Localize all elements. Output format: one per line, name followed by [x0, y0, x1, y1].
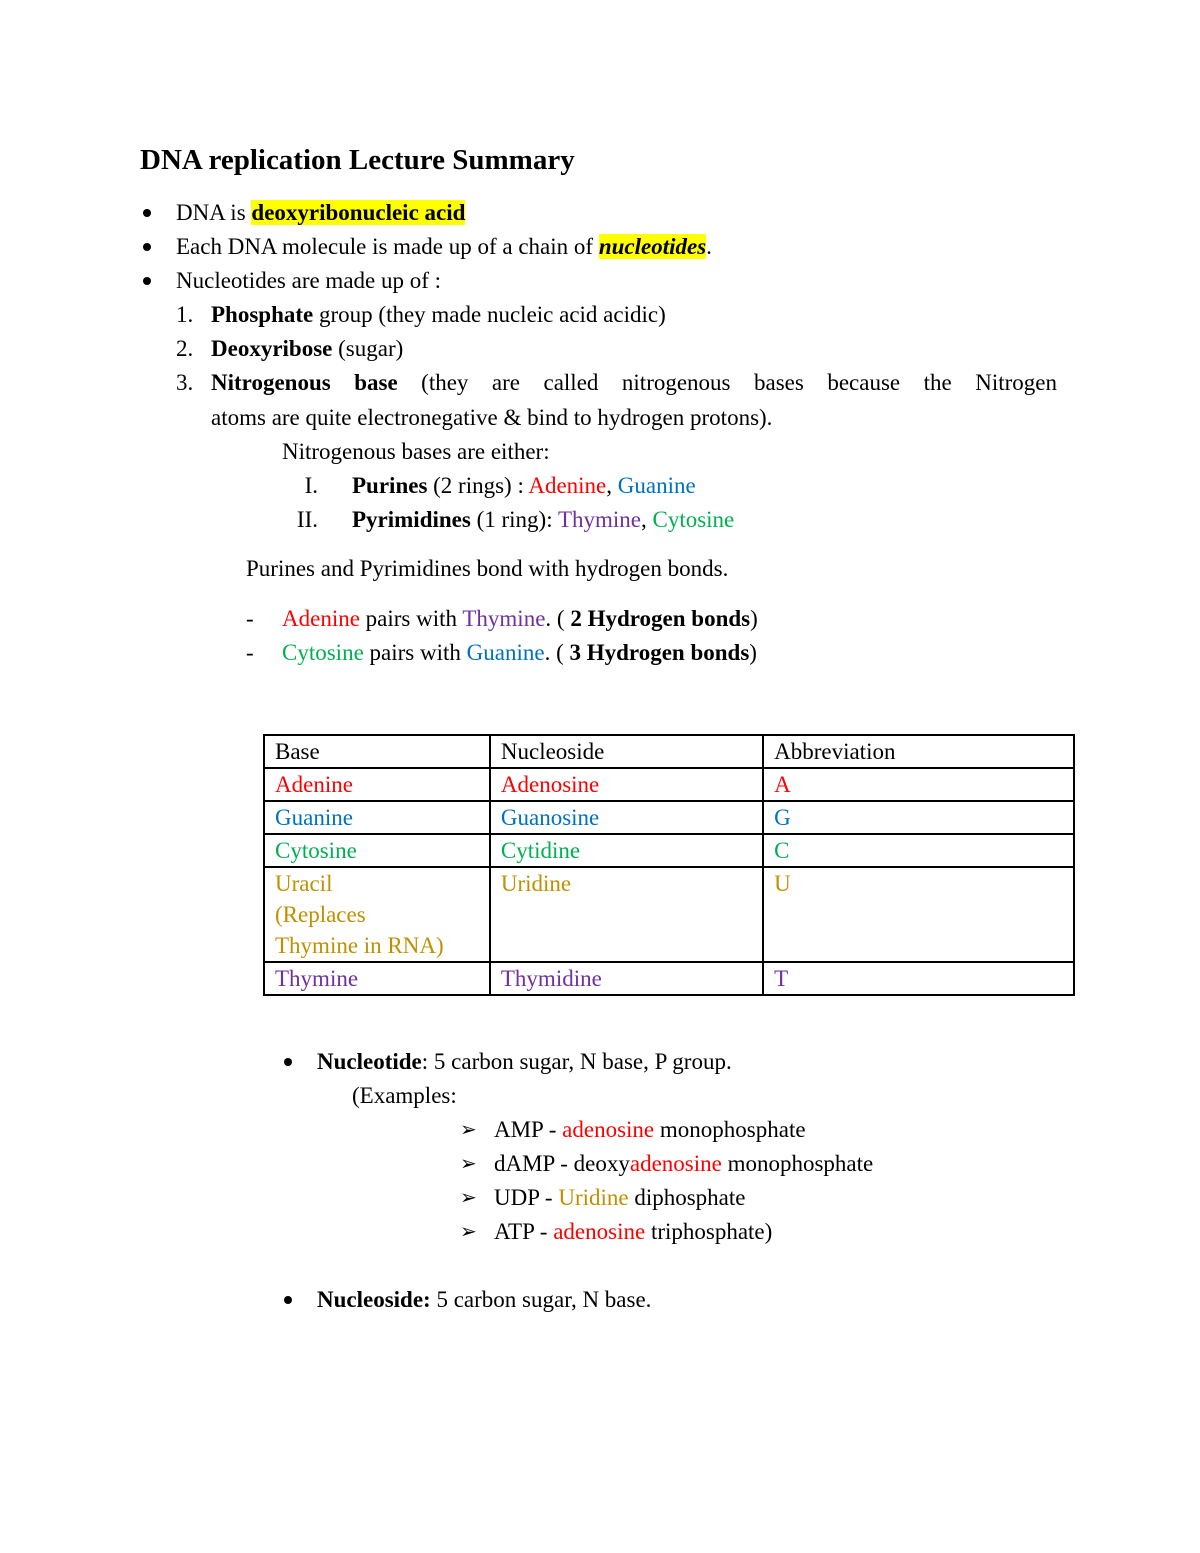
bullet-icon: [284, 1058, 292, 1066]
example-amp: AMP - adenosine monophosphate: [494, 1117, 806, 1142]
pair-cytosine-guanine: Cytosine pairs with Guanine. ( 3 Hydrogen bonds): [282, 640, 757, 665]
table-cell-abbreviation: U: [763, 867, 1074, 962]
table-cell-base: Thymine: [264, 962, 490, 995]
table-cell-nucleoside: Cytidine: [490, 834, 763, 867]
pair-adenine-thymine: Adenine pairs with Thymine. ( 2 Hydrogen bonds): [282, 606, 758, 631]
arrow-bullet-icon: ➢: [460, 1221, 477, 1243]
arrow-bullet-icon: ➢: [460, 1153, 477, 1175]
pair-dash: -: [246, 606, 254, 631]
page-title: DNA replication Lecture Summary: [140, 144, 575, 176]
bullet-icon: [143, 209, 151, 217]
table-cell-base: Cytosine: [264, 834, 490, 867]
table-row: [264, 867, 1074, 962]
bullet-dna-molecule: Each DNA molecule is made up of a chain of nucleotides.: [176, 234, 712, 259]
table-cell-base: Uracil (Replaces Thymine in RNA): [264, 867, 490, 962]
highlight-deoxyribonucleic-acid: deoxyribonucleic acid: [251, 200, 466, 225]
list-number: 2.: [176, 336, 194, 361]
arrow-bullet-icon: ➢: [460, 1187, 477, 1209]
purines-line: Purines (2 rings) : Adenine, Guanine: [352, 473, 696, 498]
pyrimidines-line: Pyrimidines (1 ring): Thymine, Cytosine: [352, 507, 735, 532]
roman-number: II.: [296, 507, 318, 532]
table-cell-abbreviation: T: [763, 962, 1074, 995]
bullet-icon: [143, 243, 151, 251]
example-damp: dAMP - deoxyadenosine monophosphate: [494, 1151, 874, 1176]
arrow-bullet-icon: ➢: [460, 1119, 477, 1141]
table-cell-nucleoside: Guanosine: [490, 801, 763, 834]
table-row: [264, 962, 1074, 995]
component-nitrogenous-base-cont: atoms are quite electronegative & bind to hydrogen protons).: [211, 405, 773, 430]
table-cell-nucleoside: Adenosine: [490, 768, 763, 801]
table-header-nucleoside: Nucleoside: [490, 735, 763, 768]
component-nitrogenous-base: Nitrogenous base (they are called nitrogenous bases because the Nitrogen: [211, 370, 1057, 395]
component-deoxyribose: Deoxyribose (sugar): [211, 336, 404, 361]
table-cell-base: Adenine: [264, 768, 490, 801]
table-cell-abbreviation: A: [763, 768, 1074, 801]
bond-text: Purines and Pyrimidines bond with hydrogen bonds.: [246, 556, 729, 581]
table-row: [264, 834, 1074, 867]
nucleoside-definition: Nucleoside: 5 carbon sugar, N base.: [317, 1287, 652, 1312]
bullet-icon: [284, 1296, 292, 1304]
bullet-nucleotides-made-of: Nucleotides are made up of :: [176, 268, 442, 293]
table-row: [264, 768, 1074, 801]
list-number: 3.: [176, 370, 194, 395]
nucleotide-definition: Nucleotide: 5 carbon sugar, N base, P group.: [317, 1049, 732, 1074]
table-header-base: Base: [264, 735, 490, 768]
table-cell-base: Guanine: [264, 801, 490, 834]
examples-label: (Examples:: [352, 1083, 457, 1108]
bases-table: [263, 734, 1075, 996]
list-number: 1.: [176, 302, 194, 327]
pair-dash: -: [246, 640, 254, 665]
table-row: [264, 801, 1074, 834]
example-udp: UDP - Uridine diphosphate: [494, 1185, 746, 1210]
bullet-icon: [143, 277, 151, 285]
table-cell-abbreviation: G: [763, 801, 1074, 834]
table-header-row: [264, 735, 1074, 768]
roman-number: I.: [304, 473, 318, 498]
table-cell-nucleoside: Uridine: [490, 867, 763, 962]
table-cell-abbreviation: C: [763, 834, 1074, 867]
highlight-nucleotides: nucleotides: [598, 234, 707, 259]
example-atp: ATP - adenosine triphosphate): [494, 1219, 773, 1244]
component-phosphate: Phosphate group (they made nucleic acid acidic): [211, 302, 666, 327]
table-header-abbreviation: Abbreviation: [763, 735, 1074, 768]
bases-intro: Nitrogenous bases are either:: [282, 439, 550, 464]
bullet-dna-definition: DNA is deoxyribonucleic acid: [176, 200, 466, 225]
table-cell-nucleoside: Thymidine: [490, 962, 763, 995]
